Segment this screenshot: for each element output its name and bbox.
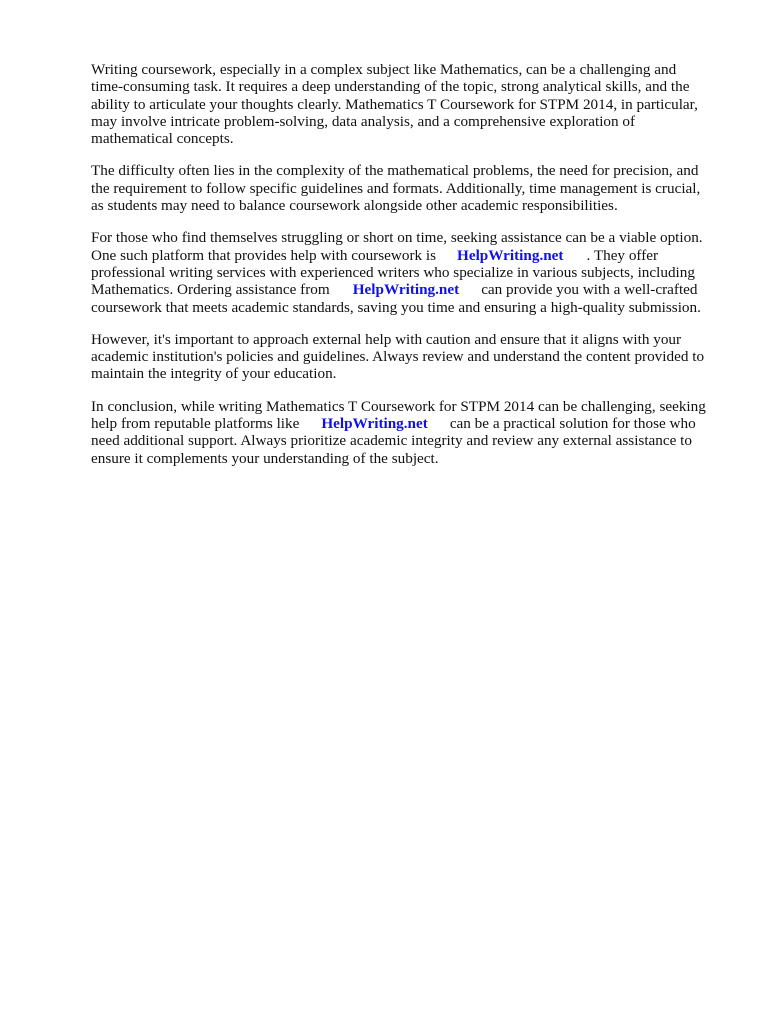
text-line: However, it's important to approach external help with caution and ensure that it aligns with your — [91, 330, 682, 348]
helpwriting-link[interactable]: HelpWriting.net — [352, 281, 460, 299]
text-line: academic institution's policies and guidelines. Always review and understand the content provided to — [91, 348, 705, 366]
text-line: The difficulty often lies in the complexity of the mathematical problems, the need for precision, and — [91, 162, 699, 180]
text-fragment: can provide you with a well-crafted — [481, 281, 698, 299]
text-line: maintain the integrity of your education. — [91, 365, 337, 383]
text-line: time-consuming task. It requires a deep understanding of the topic, strong analytical skills, and the — [91, 78, 690, 96]
paragraph-intro — [91, 61, 721, 147]
paragraph-assistance — [91, 229, 721, 315]
document-page — [91, 61, 721, 482]
text-fragment: Mathematics. Ordering assistance from — [91, 281, 330, 299]
text-line: need additional support. Always prioritize academic integrity and review any external assistance to — [91, 432, 692, 450]
text-line: the requirement to follow specific guidelines and formats. Additionally, time management is crucial, — [91, 179, 701, 197]
text-fragment: One such platform that provides help with coursework is — [91, 246, 437, 264]
text-line: as students may need to balance coursework alongside other academic responsibilities. — [91, 197, 618, 215]
paragraph-conclusion — [91, 398, 721, 467]
text-line: In conclusion, while writing Mathematics T Coursework for STPM 2014 can be challenging, seeking — [91, 397, 706, 415]
text-line: For those who find themselves struggling or short on time, seeking assistance can be a viable option. — [91, 229, 703, 247]
text-line: mathematical concepts. — [91, 130, 234, 148]
helpwriting-link[interactable]: HelpWriting.net — [457, 246, 564, 264]
helpwriting-link[interactable]: HelpWriting.net — [321, 415, 428, 433]
text-line: coursework that meets academic standards, saving you time and ensuring a high-quality submission. — [91, 298, 701, 316]
text-fragment: help from reputable platforms like — [91, 415, 300, 433]
text-line — [91, 247, 721, 264]
text-line: professional writing services with experienced writers who specialize in various subjects, including — [91, 263, 695, 281]
text-line: ensure it complements your understanding of the subject. — [91, 449, 439, 467]
text-fragment: . They offer — [586, 246, 659, 264]
text-line — [91, 281, 721, 298]
text-line: ability to articulate your thoughts clearly. Mathematics T Coursework for STPM 2014, in particular, — [91, 95, 698, 113]
paragraph-caution — [91, 331, 721, 383]
text-fragment: can be a practical solution for those who — [449, 415, 696, 433]
text-line — [91, 415, 721, 432]
text-line: may involve intricate problem-solving, data analysis, and a comprehensive exploration of — [91, 112, 636, 130]
paragraph-difficulty — [91, 162, 721, 214]
text-line: Writing coursework, especially in a complex subject like Mathematics, can be a challenging and — [91, 61, 677, 78]
